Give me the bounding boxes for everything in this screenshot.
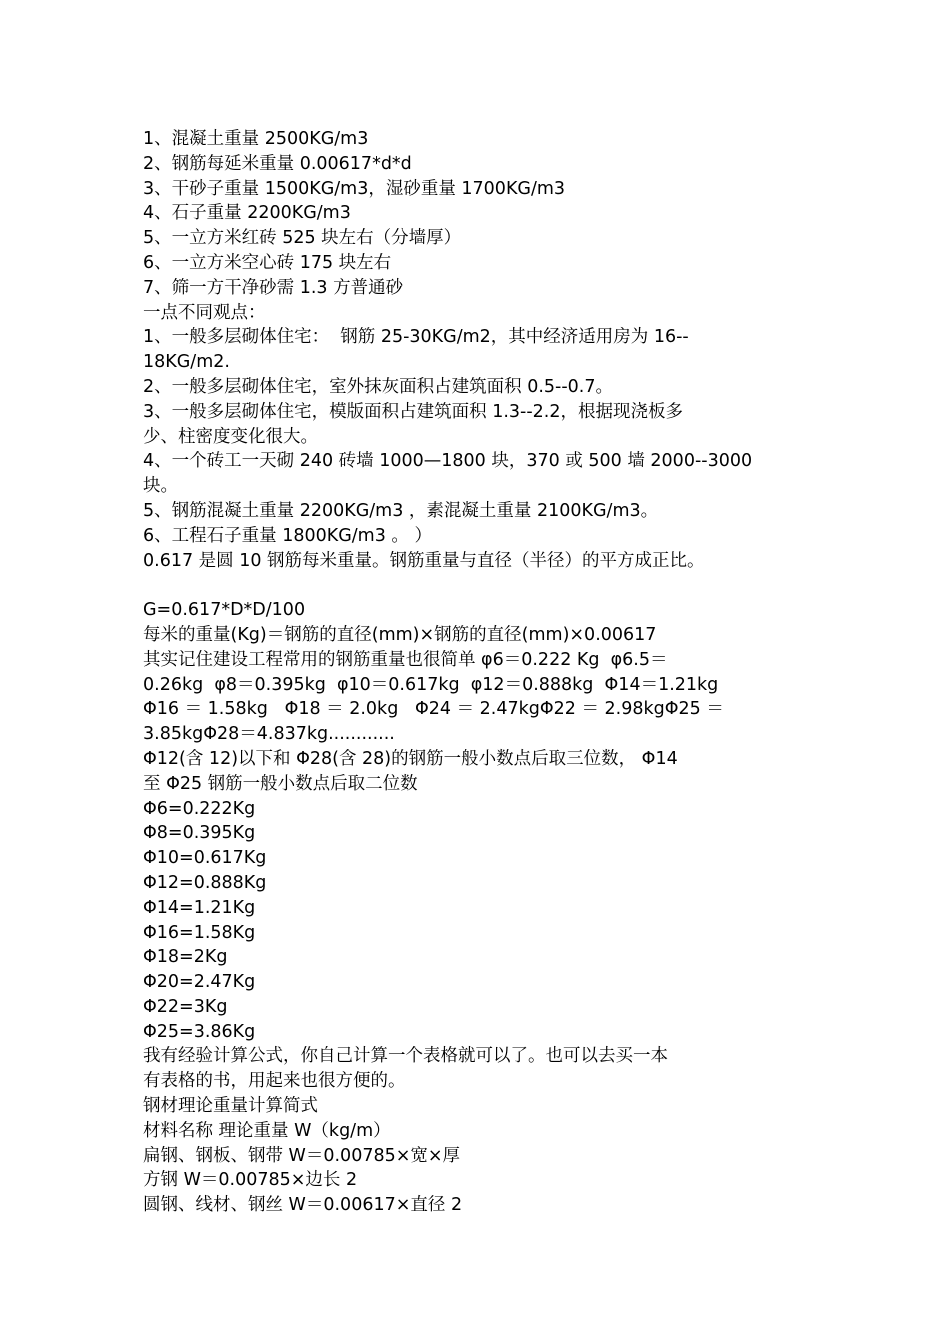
text-line: Φ12(含 12)以下和 Φ28(含 28)的钢筋一般小数点后取三位数， Φ14	[143, 748, 678, 769]
text-line: Φ16 ＝ 1.58kg Φ18 ＝ 2.0kg Φ24 ＝ 2.47kgΦ22 ＝ 2.98kgΦ25 ＝	[143, 699, 724, 720]
text-line: 3.85kgΦ28＝4.837kg............	[143, 724, 395, 745]
text-line: 少、柱密度变化很大。	[143, 426, 318, 447]
text-line: 7、筛一方干净砂需 1.3 方普通砂	[143, 277, 404, 298]
text-line: 我有经验计算公式，你自己计算一个表格就可以了。也可以去买一本	[143, 1046, 668, 1067]
text-line: Φ18=2Kg	[143, 947, 228, 968]
text-line: 6、工程石子重量 1800KG/m3 。 ）	[143, 525, 432, 546]
text-line: 钢材理论重量计算简式	[143, 1096, 318, 1117]
text-line: 圆钢、线材、钢丝 W＝0.00617×直径 2	[143, 1195, 463, 1216]
text-line: Φ14=1.21Kg	[143, 897, 256, 918]
text-line: 0.26kg φ8＝0.395kg φ10＝0.617kg φ12＝0.888kg Φ14＝1.21kg	[143, 674, 719, 695]
text-line: 扁钢、钢板、钢带 W＝0.00785×宽×厚	[143, 1145, 461, 1166]
text-line: Φ22=3Kg	[143, 996, 228, 1017]
text-line: Φ25=3.86Kg	[143, 1021, 256, 1042]
text-line: 1、一般多层砌体住宅： 钢筋 25-30KG/m2，其中经济适用房为 16--	[143, 327, 689, 348]
text-line: 一点不同观点：	[143, 302, 266, 323]
text-line: 5、一立方米红砖 525 块左右（分墙厚）	[143, 228, 462, 249]
text-line: Φ12=0.888Kg	[143, 872, 267, 893]
text-line: 4、石子重量 2200KG/m3	[143, 203, 351, 224]
text-line: Φ6=0.222Kg	[143, 798, 256, 819]
text-line: 18KG/m2.	[143, 352, 230, 373]
text-line: G=0.617*D*D/100	[143, 600, 306, 621]
text-line: 0.617 是圆 10 钢筋每米重量。钢筋重量与直径（半径）的平方成正比。	[143, 550, 705, 571]
text-line: 3、一般多层砌体住宅，模版面积占建筑面积 1.3--2.2，根据现浇板多	[143, 401, 683, 422]
text-line: 方钢 W＝0.00785×边长 2	[143, 1170, 358, 1191]
text-line: 6、一立方米空心砖 175 块左右	[143, 252, 392, 273]
text-line: 3、干砂子重量 1500KG/m3，湿砂重量 1700KG/m3	[143, 178, 566, 199]
text-line: 2、钢筋每延米重量 0.00617*d*d	[143, 153, 412, 174]
text-line: 至 Φ25 钢筋一般小数点后取二位数	[143, 773, 418, 794]
text-line: 材料名称 理论重量 W（kg/m）	[143, 1120, 391, 1141]
text-line: Φ8=0.395Kg	[143, 823, 256, 844]
text-line: 每米的重量(Kg)＝钢筋的直径(mm)×钢筋的直径(mm)×0.00617	[143, 624, 657, 645]
text-line: 1、混凝土重量 2500KG/m3	[143, 129, 369, 149]
text-line: 有表格的书，用起来也很方便的。	[143, 1071, 406, 1092]
blank-line	[143, 573, 823, 598]
text-line: Φ10=0.617Kg	[143, 848, 267, 869]
text-line: Φ20=2.47Kg	[143, 972, 256, 993]
document-body	[143, 127, 823, 1218]
text-line: 4、一个砖工一天砌 240 砖墙 1000—1800 块，370 或 500 墙 2000--3000	[143, 451, 753, 472]
text-line: Φ16=1.58Kg	[143, 922, 256, 943]
text-line: 5、钢筋混凝土重量 2200KG/m3 ，素混凝土重量 2100KG/m3。	[143, 500, 659, 521]
text-line: 块。	[143, 476, 178, 497]
text-line: 2、一般多层砌体住宅，室外抹灰面积占建筑面积 0.5--0.7。	[143, 376, 613, 397]
text-line: 其实记住建设工程常用的钢筋重量也很简单 φ6＝0.222 Kg φ6.5＝	[143, 649, 668, 670]
